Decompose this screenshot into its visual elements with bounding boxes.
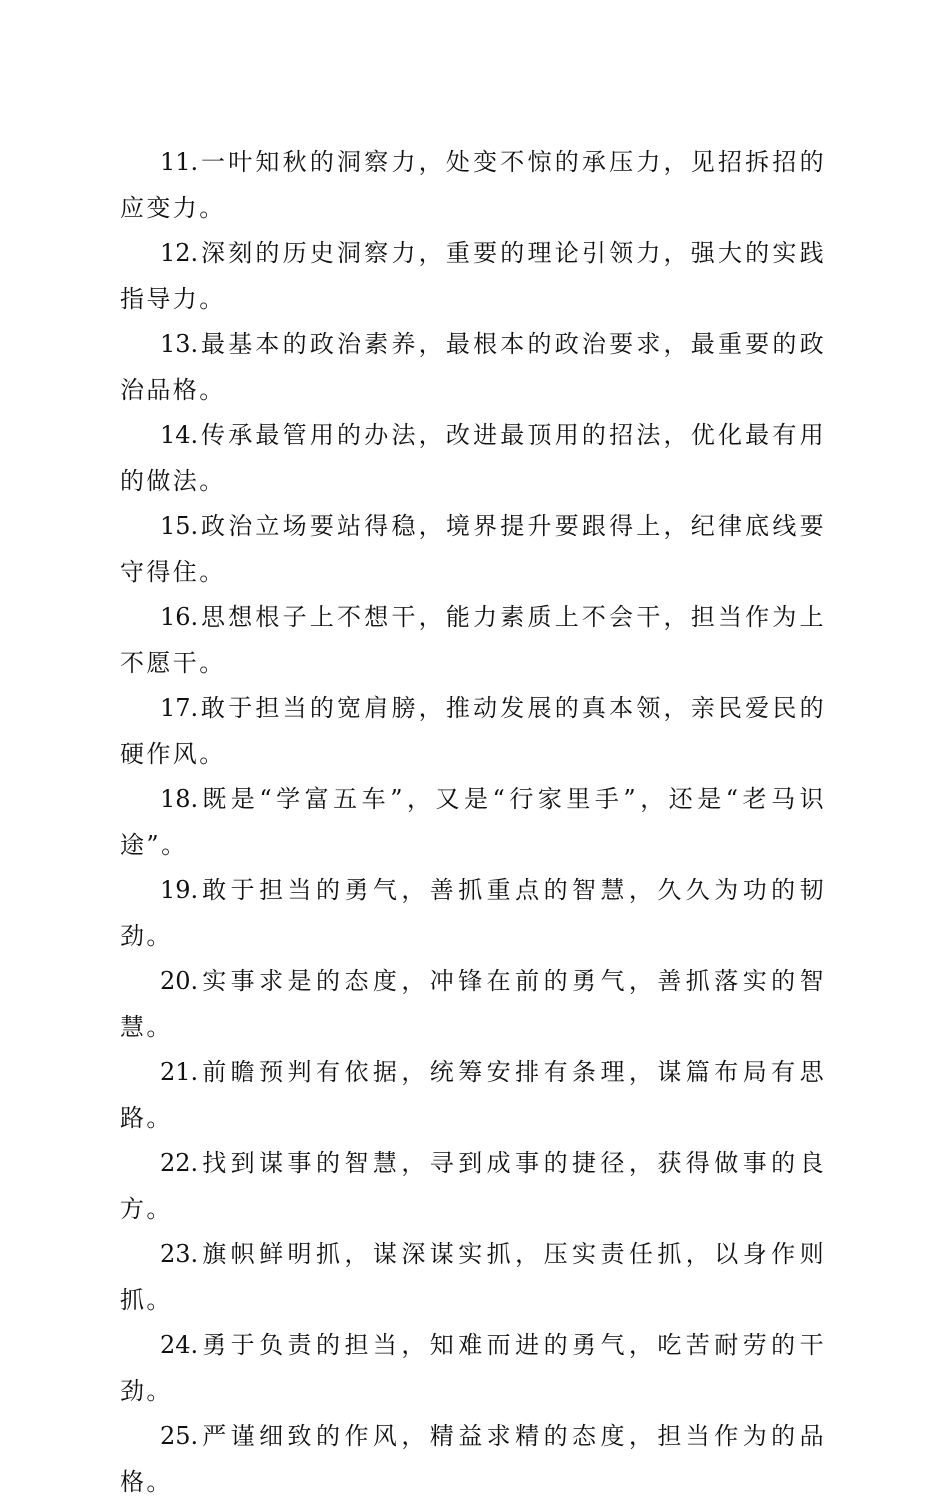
list-item-22: [120, 1141, 826, 1232]
item-number: 22.: [160, 1149, 199, 1177]
list-item-19: [120, 868, 826, 959]
item-text: 实事求是的态度，冲锋在前的勇气，善抓落实的智慧。: [120, 967, 826, 1041]
item-text: 政治立场要站得稳，境界提升要跟得上，纪律底线要守得住。: [120, 512, 826, 586]
list-item-20: [120, 959, 826, 1050]
item-text: 深刻的历史洞察力，重要的理论引领力，强大的实践指导力。: [120, 239, 826, 313]
item-text: 前瞻预判有依据，统筹安排有条理，谋篇布局有思路。: [120, 1058, 826, 1132]
item-number: 20.: [160, 967, 199, 995]
document-body: [120, 140, 826, 1505]
list-item-14: [120, 413, 826, 504]
list-item-11: [120, 140, 826, 231]
item-number: 21.: [160, 1058, 199, 1086]
list-item-23: [120, 1232, 826, 1323]
list-item-13: [120, 322, 826, 413]
list-item-17: [120, 686, 826, 777]
item-number: 17.: [160, 694, 199, 722]
item-text: 旗帜鲜明抓，谋深谋实抓，压实责任抓，以身作则抓。: [120, 1240, 826, 1314]
list-item-16: [120, 595, 826, 686]
item-number: 14.: [160, 421, 199, 449]
item-number: 12.: [160, 239, 199, 267]
list-item-24: [120, 1323, 826, 1414]
item-text: 传承最管用的办法，改进最顶用的招法，优化最有用的做法。: [120, 421, 826, 495]
item-text: 思想根子上不想干，能力素质上不会干，担当作为上不愿干。: [120, 603, 826, 677]
list-item-18: [120, 777, 826, 868]
list-item-15: [120, 504, 826, 595]
item-number: 15.: [160, 512, 199, 540]
item-text: 敢于担当的宽肩膀，推动发展的真本领，亲民爱民的硬作风。: [120, 694, 826, 768]
item-number: 16.: [160, 603, 199, 631]
item-number: 25.: [160, 1422, 199, 1450]
item-number: 23.: [160, 1240, 199, 1268]
list-item-21: [120, 1050, 826, 1141]
item-number: 11.: [160, 148, 199, 176]
item-text: 严谨细致的作风，精益求精的态度，担当作为的品格。: [120, 1422, 826, 1496]
list-item-12: [120, 231, 826, 322]
item-number: 18.: [160, 785, 199, 813]
item-number: 13.: [160, 330, 199, 358]
item-text: 既是“学富五车”，又是“行家里手”，还是“老马识途”。: [120, 785, 826, 859]
item-text: 勇于负责的担当，知难而进的勇气，吃苦耐劳的干劲。: [120, 1331, 826, 1405]
item-number: 19.: [160, 876, 199, 904]
item-number: 24.: [160, 1331, 199, 1359]
item-text: 找到谋事的智慧，寻到成事的捷径，获得做事的良方。: [120, 1149, 826, 1223]
item-text: 一叶知秋的洞察力，处变不惊的承压力，见招拆招的应变力。: [120, 148, 826, 222]
list-item-25: [120, 1414, 826, 1505]
item-text: 敢于担当的勇气，善抓重点的智慧，久久为功的韧劲。: [120, 876, 826, 950]
item-text: 最基本的政治素养，最根本的政治要求，最重要的政治品格。: [120, 330, 826, 404]
